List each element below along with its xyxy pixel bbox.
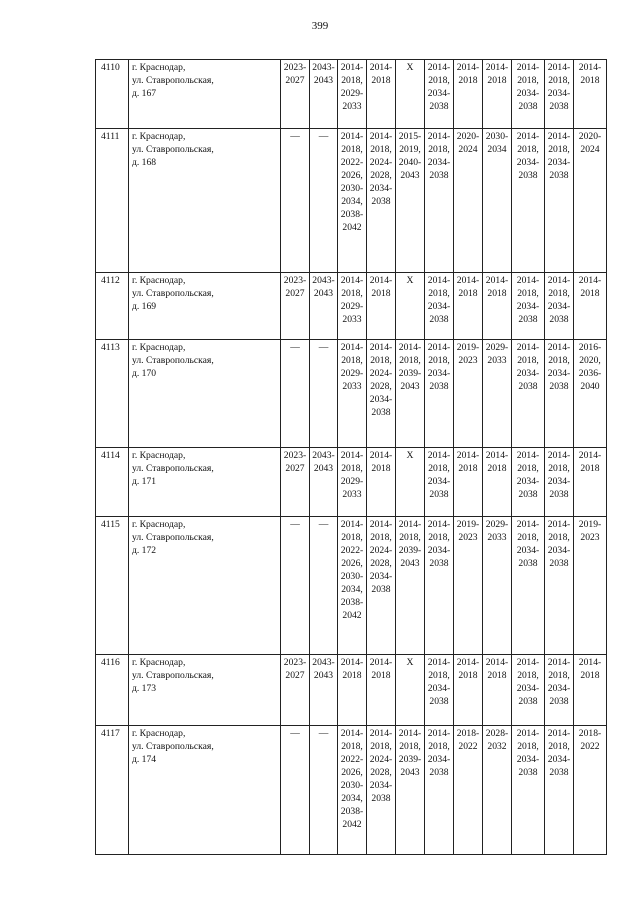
period-text: — <box>290 728 300 739</box>
period-text: 2030- 2034 <box>485 131 509 155</box>
period-cell <box>338 340 367 448</box>
period-text: 2014- 2018 <box>340 657 364 681</box>
period-text: 2014- 2018 <box>578 62 602 86</box>
period-text: 2014- 2018, 2022- 2026, 2030- 2034, 2038- 2042 <box>340 519 364 621</box>
period-text: 2014- 2018, 2034- 2038 <box>427 728 451 778</box>
address-text: г. Краснодар, ул. Ставропольская, д. 168 <box>132 131 214 168</box>
period-text: 2029- 2033 <box>485 342 509 366</box>
period-text: 2014- 2018, 2034- 2038 <box>516 342 540 392</box>
period-cell <box>281 517 310 655</box>
period-text: 2043- 2043 <box>312 275 335 299</box>
period-cell <box>310 340 338 448</box>
period-text: 2016- 2020, 2036- 2040 <box>578 342 602 392</box>
period-cell <box>338 273 367 340</box>
period-text: — <box>290 131 300 142</box>
period-text: 2019- 2023 <box>456 342 480 366</box>
page-number: 399 <box>311 20 329 32</box>
period-text: 2014- 2018, 2024- 2028, 2034- 2038 <box>369 728 393 804</box>
address-cell <box>129 129 281 273</box>
table-row <box>96 448 607 517</box>
period-text: 2014- 2018, 2034- 2038 <box>427 131 451 181</box>
period-cell <box>338 655 367 726</box>
period-cell <box>425 273 454 340</box>
period-cell <box>574 129 607 273</box>
period-text: — <box>290 519 300 530</box>
period-text: 2014- 2018 <box>485 62 509 86</box>
period-text: — <box>318 728 329 739</box>
period-text: 2014- 2018, 2034- 2038 <box>427 62 451 112</box>
period-text: 2023- 2027 <box>283 657 307 681</box>
period-cell <box>545 448 574 517</box>
table-row <box>96 340 607 448</box>
period-cell <box>338 448 367 517</box>
period-text: 2014- 2018, 2034- 2038 <box>516 62 540 112</box>
table-body <box>96 60 607 855</box>
period-cell <box>454 517 483 655</box>
period-text: 2014- 2018 <box>369 62 393 86</box>
table-row <box>96 726 607 855</box>
period-cell <box>367 726 396 855</box>
period-text: 2014- 2018 <box>369 450 393 474</box>
period-text: 2014- 2018, 2034- 2038 <box>547 728 571 778</box>
period-text: 2014- 2018, 2029- 2033 <box>340 450 364 500</box>
period-text: 2014- 2018 <box>369 657 393 681</box>
address-cell <box>129 517 281 655</box>
table-row <box>96 517 607 655</box>
period-text: — <box>318 131 329 142</box>
period-cell <box>545 273 574 340</box>
period-text: 2014- 2018 <box>485 450 509 474</box>
period-cell <box>281 60 310 129</box>
period-cell <box>396 129 425 273</box>
period-cell <box>483 448 512 517</box>
address-cell <box>129 60 281 129</box>
period-text: 2014- 2018, 2029- 2033 <box>340 62 364 112</box>
period-text: 2023- 2027 <box>283 450 307 474</box>
row-number: 4116 <box>96 655 129 726</box>
period-cell <box>396 273 425 340</box>
address-cell <box>129 726 281 855</box>
period-text: X <box>406 275 414 286</box>
period-text: 2014- 2018, 2034- 2038 <box>547 519 571 569</box>
period-cell <box>425 517 454 655</box>
period-text: 2019- 2023 <box>578 519 602 543</box>
address-text: г. Краснодар, ул. Ставропольская, д. 172 <box>132 519 214 556</box>
period-cell <box>512 60 545 129</box>
period-cell <box>512 340 545 448</box>
address-cell <box>129 273 281 340</box>
period-text: 2014- 2018, 2034- 2038 <box>427 657 451 707</box>
period-cell <box>425 448 454 517</box>
period-text: 2014- 2018, 2034- 2038 <box>427 342 451 392</box>
period-cell <box>454 655 483 726</box>
period-cell <box>512 448 545 517</box>
period-text: 2014- 2018, 2034- 2038 <box>516 728 540 778</box>
period-text: 2014- 2018, 2034- 2038 <box>547 131 571 181</box>
period-text: 2014- 2018, 2034- 2038 <box>516 519 540 569</box>
address-text: г. Краснодар, ул. Ставропольская, д. 171 <box>132 450 214 487</box>
period-text: 2014- 2018, 2022- 2026, 2030- 2034, 2038- 2042 <box>340 728 364 830</box>
row-number: 4113 <box>96 340 129 448</box>
period-cell <box>425 129 454 273</box>
period-text: — <box>290 342 300 353</box>
period-text: 2014- 2018, 2024- 2028, 2034- 2038 <box>369 342 393 418</box>
period-cell <box>545 60 574 129</box>
period-cell <box>512 273 545 340</box>
period-cell <box>545 655 574 726</box>
address-text: г. Краснодар, ул. Ставропольская, д. 167 <box>132 62 214 99</box>
period-text: 2014- 2018 <box>456 450 480 474</box>
period-cell <box>574 517 607 655</box>
period-text: 2014- 2018 <box>456 62 480 86</box>
period-text: 2043- 2043 <box>312 657 335 681</box>
period-cell <box>367 448 396 517</box>
period-cell <box>483 273 512 340</box>
period-cell <box>310 517 338 655</box>
period-cell <box>454 273 483 340</box>
period-text: 2014- 2018, 2024- 2028, 2034- 2038 <box>369 519 393 595</box>
period-cell <box>574 273 607 340</box>
period-text: 2014- 2018, 2034- 2038 <box>547 450 571 500</box>
address-cell <box>129 448 281 517</box>
period-cell <box>310 273 338 340</box>
period-text: 2014- 2018 <box>456 657 480 681</box>
period-cell <box>574 340 607 448</box>
period-cell <box>512 129 545 273</box>
period-text: 2014- 2018, 2034- 2038 <box>547 657 571 707</box>
period-text: 2018- 2022 <box>456 728 480 752</box>
period-cell <box>396 517 425 655</box>
period-cell <box>545 517 574 655</box>
period-cell <box>310 129 338 273</box>
period-text: 2014- 2018 <box>578 450 602 474</box>
row-number: 4110 <box>96 60 129 129</box>
period-text: 2020- 2024 <box>578 131 602 155</box>
period-text: 2028- 2032 <box>485 728 509 752</box>
period-cell <box>367 273 396 340</box>
period-cell <box>454 448 483 517</box>
period-cell <box>574 655 607 726</box>
row-number: 4117 <box>96 726 129 855</box>
table-row <box>96 60 607 129</box>
period-cell <box>425 340 454 448</box>
period-cell <box>454 340 483 448</box>
period-cell <box>281 448 310 517</box>
period-text: 2014- 2018 <box>485 657 509 681</box>
period-cell <box>545 340 574 448</box>
period-cell <box>483 60 512 129</box>
period-text: 2029- 2033 <box>485 519 509 543</box>
period-cell <box>396 448 425 517</box>
period-cell <box>454 60 483 129</box>
period-text: 2014- 2018 <box>456 275 480 299</box>
row-number: 4112 <box>96 273 129 340</box>
period-cell <box>367 655 396 726</box>
period-text: 2018- 2022 <box>578 728 602 752</box>
period-text: 2014- 2018, 2034- 2038 <box>427 275 451 325</box>
period-cell <box>574 60 607 129</box>
address-text: г. Краснодар, ул. Ставропольская, д. 173 <box>132 657 214 694</box>
period-cell <box>338 60 367 129</box>
period-text: — <box>318 342 329 353</box>
period-cell <box>338 517 367 655</box>
period-text: 2014- 2018, 2039- 2043 <box>398 342 422 392</box>
period-text: 2014- 2018, 2034- 2038 <box>516 275 540 325</box>
period-text: 2014- 2018, 2039- 2043 <box>398 728 422 778</box>
period-cell <box>367 340 396 448</box>
period-text: 2014- 2018, 2034- 2038 <box>516 657 540 707</box>
table-row <box>96 655 607 726</box>
period-cell <box>396 726 425 855</box>
period-text: 2043- 2043 <box>312 450 335 474</box>
period-cell <box>483 655 512 726</box>
period-text: 2043- 2043 <box>312 62 335 86</box>
period-cell <box>281 273 310 340</box>
row-number: 4111 <box>96 129 129 273</box>
period-text: 2014- 2018 <box>578 657 602 681</box>
address-text: г. Краснодар, ул. Ставропольская, д. 170 <box>132 342 214 379</box>
period-cell <box>281 655 310 726</box>
period-text: 2014- 2018, 2029- 2033 <box>340 275 364 325</box>
period-cell <box>281 726 310 855</box>
address-text: г. Краснодар, ул. Ставропольская, д. 174 <box>132 728 214 765</box>
period-text: X <box>406 657 414 668</box>
period-cell <box>483 517 512 655</box>
address-cell <box>129 340 281 448</box>
period-cell <box>310 448 338 517</box>
period-cell <box>545 726 574 855</box>
period-text: 2014- 2018 <box>578 275 602 299</box>
period-text: — <box>318 519 329 530</box>
table-row <box>96 273 607 340</box>
period-cell <box>512 726 545 855</box>
period-text: 2019- 2023 <box>456 519 480 543</box>
row-number: 4115 <box>96 517 129 655</box>
period-cell <box>310 655 338 726</box>
period-text: 2014- 2018, 2034- 2038 <box>427 519 451 569</box>
period-text: 2014- 2018 <box>369 275 393 299</box>
period-cell <box>338 726 367 855</box>
period-cell <box>367 60 396 129</box>
period-cell <box>338 129 367 273</box>
period-text: 2014- 2018 <box>485 275 509 299</box>
period-text: 2023- 2027 <box>283 62 307 86</box>
period-cell <box>454 129 483 273</box>
table-row <box>96 129 607 273</box>
period-cell <box>396 655 425 726</box>
period-cell <box>483 726 512 855</box>
period-text: 2023- 2027 <box>283 275 307 299</box>
period-cell <box>367 517 396 655</box>
period-cell <box>454 726 483 855</box>
period-cell <box>310 726 338 855</box>
housing-register-table <box>95 59 607 855</box>
period-text: 2014- 2018, 2029- 2033 <box>340 342 364 392</box>
period-cell <box>512 655 545 726</box>
period-text: 2014- 2018, 2034- 2038 <box>516 131 540 181</box>
period-cell <box>396 340 425 448</box>
period-text: 2014- 2018, 2034- 2038 <box>516 450 540 500</box>
period-cell <box>545 129 574 273</box>
period-cell <box>574 448 607 517</box>
period-text: 2014- 2018, 2034- 2038 <box>547 275 571 325</box>
period-cell <box>310 60 338 129</box>
period-cell <box>425 60 454 129</box>
period-cell <box>367 129 396 273</box>
address-text: г. Краснодар, ул. Ставропольская, д. 169 <box>132 275 214 312</box>
period-cell <box>396 60 425 129</box>
period-text: X <box>406 450 414 461</box>
period-cell <box>281 340 310 448</box>
period-cell <box>574 726 607 855</box>
period-text: 2015- 2019, 2040- 2043 <box>398 131 422 181</box>
period-text: 2014- 2018, 2039- 2043 <box>398 519 422 569</box>
period-text: 2014- 2018, 2022- 2026, 2030- 2034, 2038- 2042 <box>340 131 364 233</box>
period-text: 2014- 2018, 2034- 2038 <box>547 342 571 392</box>
period-cell <box>425 655 454 726</box>
period-cell <box>425 726 454 855</box>
period-text: 2014- 2018, 2034- 2038 <box>427 450 451 500</box>
period-cell <box>483 129 512 273</box>
period-text: 2014- 2018, 2034- 2038 <box>547 62 571 112</box>
period-cell <box>512 517 545 655</box>
period-cell <box>281 129 310 273</box>
period-text: 2014- 2018, 2024- 2028, 2034- 2038 <box>369 131 393 207</box>
period-cell <box>483 340 512 448</box>
row-number: 4114 <box>96 448 129 517</box>
period-text: X <box>406 62 414 73</box>
period-text: 2020- 2024 <box>456 131 480 155</box>
address-cell <box>129 655 281 726</box>
